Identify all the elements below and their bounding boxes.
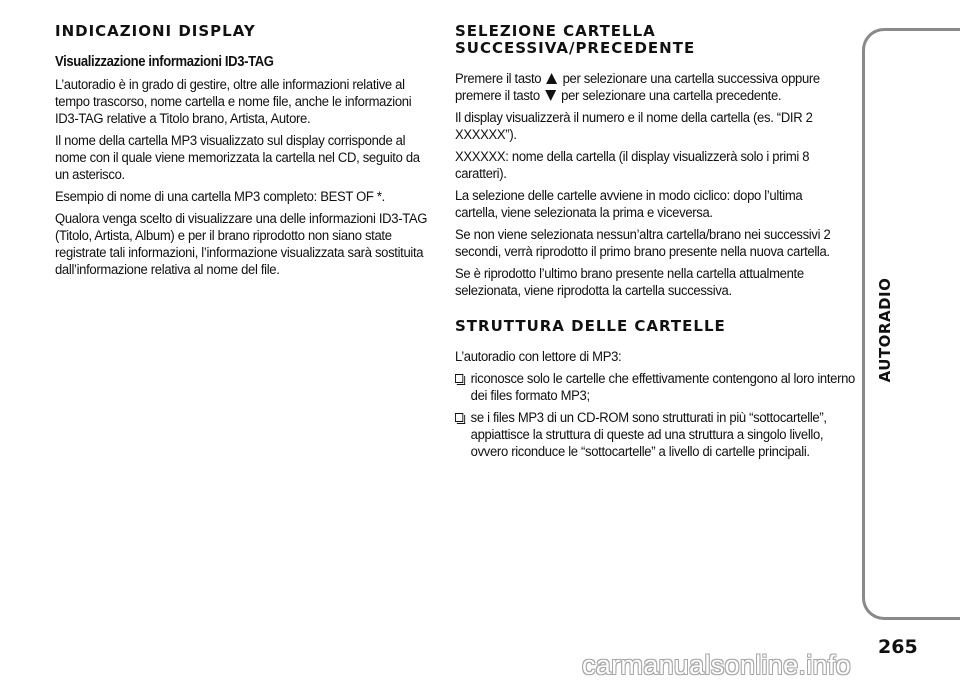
checkbox-bullet-icon [455, 374, 463, 383]
paragraph-intro: L’autoradio con lettore di MP3: [455, 349, 622, 365]
paragraph: XXXXXX: nome della cartella (il display visualizzerà solo i primi 8 caratteri). [455, 149, 810, 182]
list-item: se i files MP3 di un CD-ROM sono strutturati in più “sottocartelle”, appiattisce la struttura di queste ad una struttura a singolo livello, ovvero riconduce le “sottocartelle” a livello di cartelle principali. [455, 410, 858, 461]
paragraph: Esempio di nome di una cartella MP3 completo: BEST OF *. [55, 189, 385, 205]
side-tab-label: AUTORADIO [876, 277, 894, 383]
paragraph: Qualora venga scelto di visualizzare una delle informazioni ID3-TAG (Titolo, Artista, Album) e per il brano riprodotto non siano state registrate tali informazioni, l’informazione visualizzata sarà sostituita dall’informazione relativa al nome del file. [55, 211, 428, 278]
arrow-up-icon [546, 73, 557, 84]
paragraph: Il display visualizzerà il numero e il nome della cartella (es. “DIR 2 XXXXXX”). [455, 110, 813, 143]
subheading-id3: Visualizzazione informazioni ID3-TAG [55, 54, 274, 70]
section-heading-folder-structure: STRUTTURA DELLE CARTELLE [455, 317, 726, 335]
section-heading-folder-select: SELEZIONE CARTELLA SUCCESSIVA/PRECEDENTE [455, 22, 696, 57]
paragraph: L’autoradio è in grado di gestire, oltre alle informazioni relative al tempo trascorso, nome cartella e nome file, anche le informazioni ID3-TAG relative a Titolo brano, Artista, Autore. [55, 77, 412, 127]
arrow-down-icon [545, 90, 556, 101]
paragraph: La selezione delle cartelle avviene in modo ciclico: dopo l’ultima cartella, viene selezionata la prima e viceversa. [455, 188, 803, 221]
list-item: riconosce solo le cartelle che effettivamente contengono al loro interno dei files formato MP3; [455, 371, 858, 405]
page-number: 265 [878, 636, 918, 658]
paragraph: Il nome della cartella MP3 visualizzato sul display corrisponde al nome con il quale viene memorizzata la cartella nel CD, seguito da un asterisco. [55, 133, 420, 183]
watermark: carmanualsonline.info [582, 650, 851, 680]
right-column [455, 20, 855, 466]
paragraph-buttons: Premere il tasto per selezionare una cartella successiva oppure premere il tasto per selezionare una cartella precedente. [455, 71, 820, 104]
paragraph: Se non viene selezionata nessun’altra cartella/brano nei successivi 2 secondi, verrà riprodotto il primo brano presente nella nuova cartella. [455, 227, 831, 260]
section-heading-display: INDICAZIONI DISPLAY [55, 22, 256, 40]
left-column [55, 20, 435, 284]
checkbox-bullet-icon [455, 413, 463, 422]
paragraph: Se è riprodotto l’ultimo brano presente nella cartella attualmente selezionata, viene riprodotta la cartella successiva. [455, 266, 804, 299]
